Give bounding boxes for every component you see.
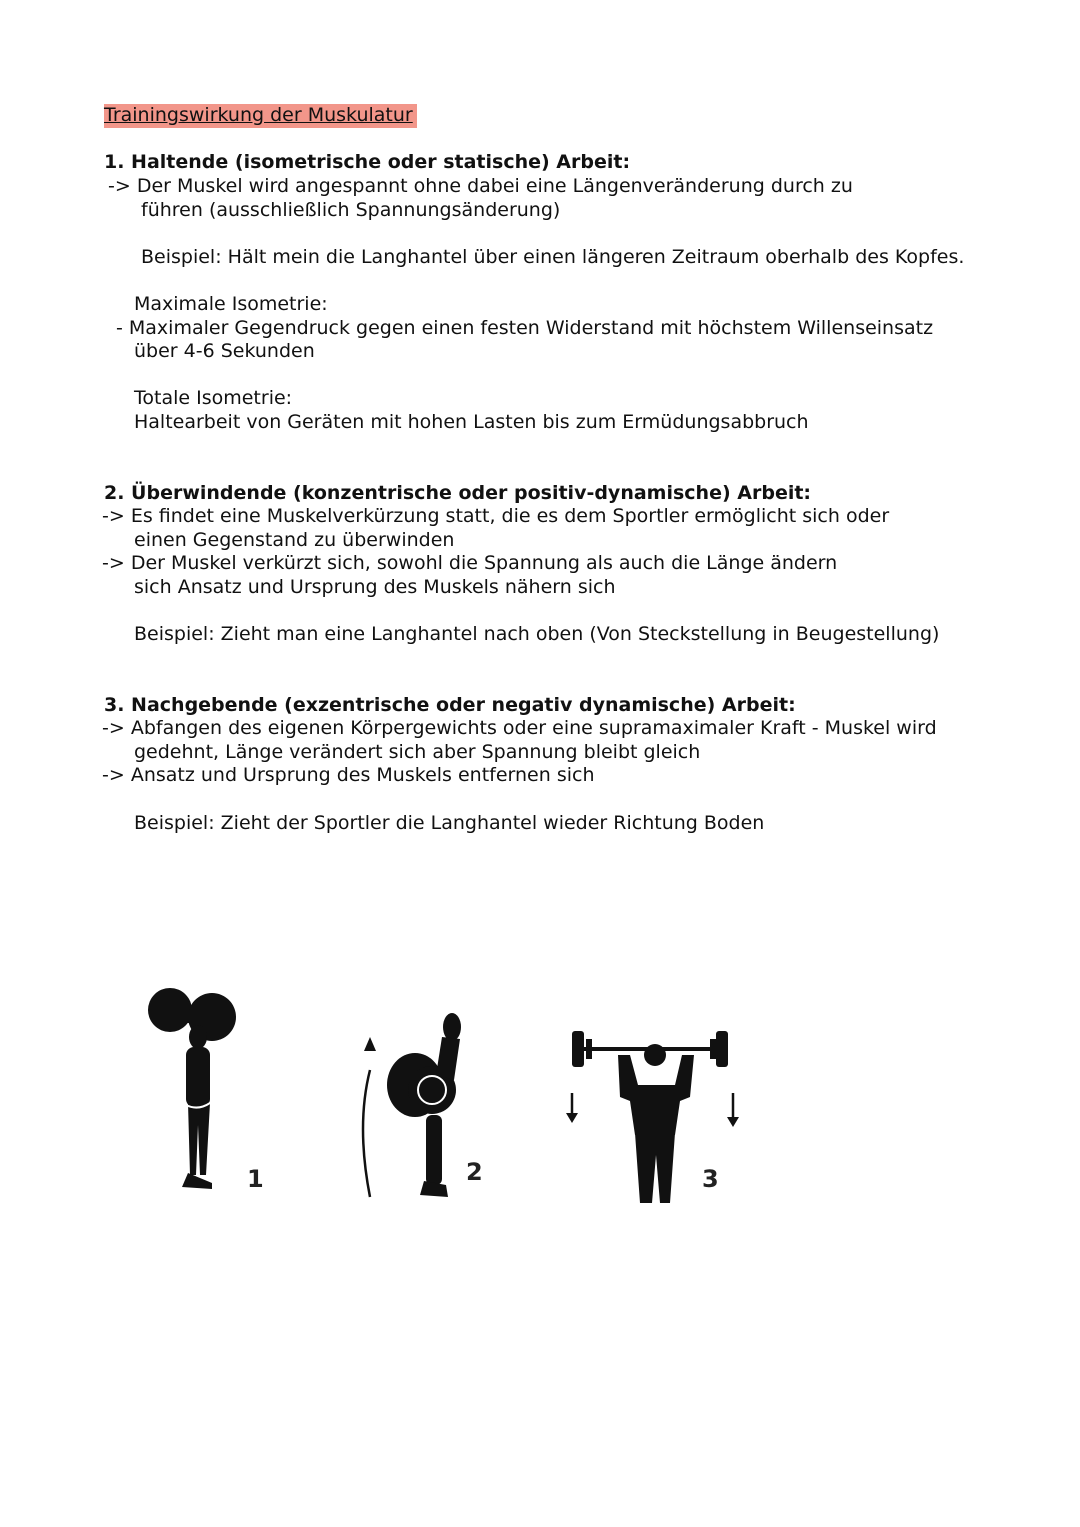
section-3-example: Beispiel: Zieht der Sportler die Langhantel wieder Richtung Boden <box>134 812 765 834</box>
section-3-heading: 3. Nachgebende (exzentrische oder negativ dynamische) Arbeit: <box>104 694 796 716</box>
weightlifting-figure <box>130 975 770 1220</box>
section-2-line-4: sich Ansatz und Ursprung des Muskels nähern sich <box>134 576 616 598</box>
section-1-sub-1-line-1: - Maximaler Gegendruck gegen einen festen Widerstand mit höchstem Willenseinsatz <box>116 317 934 339</box>
section-1-sub-1-line-2: über 4-6 Sekunden <box>134 340 315 362</box>
section-1-sub-2-line-1: Haltearbeit von Geräten mit hohen Lasten bis zum Ermüdungsabbruch <box>134 411 809 433</box>
section-1-line-2: führen (ausschließlich Spannungsänderung) <box>141 199 561 221</box>
section-2-line-3: -> Der Muskel verkürzt sich, sowohl die Spannung als auch die Länge ändern <box>102 552 838 574</box>
figure-label-1: 1 <box>247 1165 264 1193</box>
figure-label-2: 2 <box>466 1158 483 1186</box>
section-3-line-3: -> Ansatz und Ursprung des Muskels entfernen sich <box>102 764 595 786</box>
section-2-heading: 2. Überwindende (konzentrische oder positiv-dynamische) Arbeit: <box>104 482 812 504</box>
section-1-heading: 1. Haltende (isometrische oder statische) Arbeit: <box>104 151 631 173</box>
section-3-line-2: gedehnt, Länge verändert sich aber Spannung bleibt gleich <box>134 741 701 763</box>
lifter-2-silhouette <box>363 1013 461 1197</box>
section-1-sub-2-label: Totale Isometrie: <box>134 387 293 409</box>
section-2-example: Beispiel: Zieht man eine Langhantel nach oben (Von Steckstellung in Beugestellung) <box>134 623 940 645</box>
section-1-sub-1-label: Maximale Isometrie: <box>134 293 328 315</box>
lifter-1-silhouette <box>148 988 236 1189</box>
page-title: Trainingswirkung der Muskulatur <box>104 104 417 128</box>
section-2-line-1: -> Es findet eine Muskelverkürzung statt, die es dem Sportler ermöglicht sich oder <box>102 505 890 527</box>
section-1-example: Beispiel: Hält mein die Langhantel über einen längeren Zeitraum oberhalb des Kopfes. <box>141 246 965 268</box>
section-3-line-1: -> Abfangen des eigenen Körpergewichts oder eine supramaximaler Kraft - Muskel wird <box>102 717 937 739</box>
figure-label-3: 3 <box>702 1165 719 1193</box>
section-1-line-1: -> Der Muskel wird angespannt ohne dabei eine Längenveränderung durch zu <box>108 175 853 197</box>
section-2-line-2: einen Gegenstand zu überwinden <box>134 529 455 551</box>
